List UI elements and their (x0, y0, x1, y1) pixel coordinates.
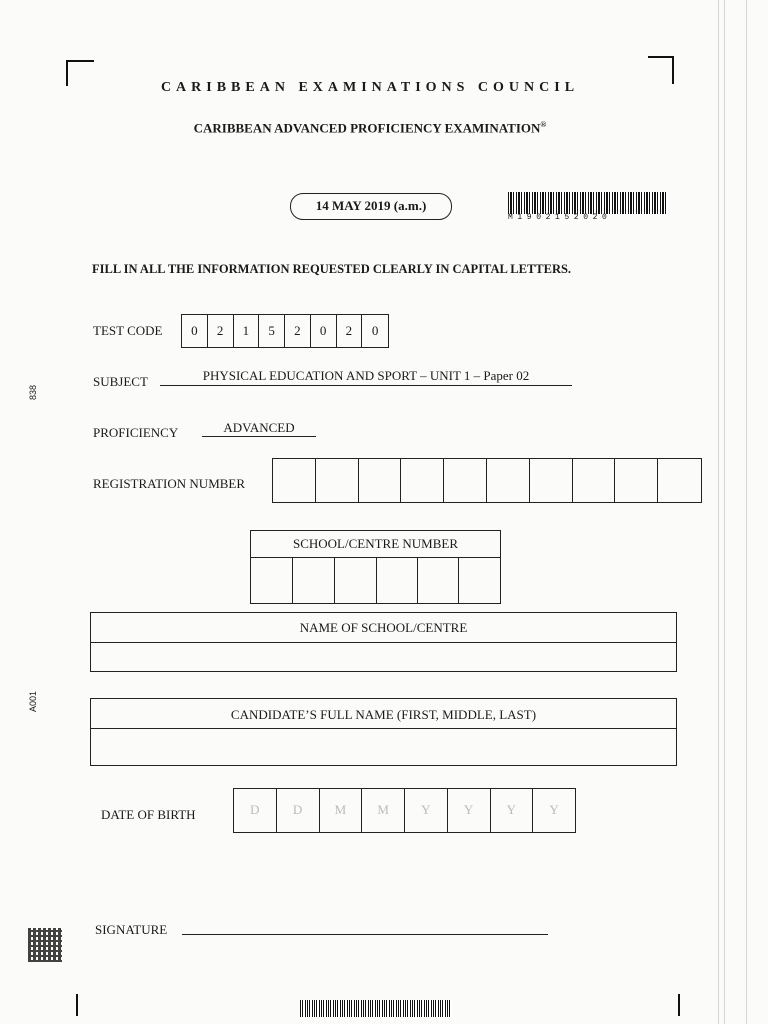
test-code-label: TEST CODE (93, 323, 163, 338)
registration-number-cell[interactable] (316, 459, 359, 502)
date-of-birth-label: DATE OF BIRTH (101, 807, 196, 822)
registration-number-cell[interactable] (359, 459, 402, 502)
school-centre-number-cells (251, 558, 500, 603)
qr-code-icon (28, 928, 62, 962)
dob-cell[interactable]: D (234, 789, 277, 832)
test-code-digit: 2 (208, 315, 234, 347)
test-code-digit: 0 (371, 323, 379, 338)
subject-label: SUBJECT (93, 374, 148, 389)
registration-number-cell[interactable] (573, 459, 616, 502)
school-centre-number-cell[interactable] (251, 558, 293, 603)
test-code-digit: 2 (285, 315, 311, 347)
dob-cell[interactable]: Y (448, 789, 491, 832)
margin-code-bottom: A001 (28, 690, 38, 712)
registration-number-cell[interactable] (530, 459, 573, 502)
corner-mark-bottom-right (678, 994, 680, 1016)
barcode-icon (508, 192, 668, 214)
dob-cell[interactable]: M (320, 789, 363, 832)
school-name-input[interactable] (91, 643, 676, 671)
school-centre-number-cell[interactable] (418, 558, 459, 603)
dob-cell[interactable]: D (277, 789, 320, 832)
registration-number-cell[interactable] (615, 459, 658, 502)
page-edge-line (718, 0, 719, 1024)
dob-cell[interactable]: M (362, 789, 405, 832)
registration-number-cell[interactable] (487, 459, 530, 502)
dob-cell[interactable]: Y (405, 789, 448, 832)
school-centre-number-box (250, 530, 501, 604)
subject-field[interactable]: PHYSICAL EDUCATION AND SPORT – UNIT 1 – Paper 02 (160, 368, 572, 386)
registered-mark: ® (540, 120, 547, 129)
candidate-name-label: CANDIDATE’S FULL NAME (FIRST, MIDDLE, LAST) (91, 699, 676, 729)
test-code-boxes (181, 314, 389, 348)
date-of-birth-boxes (233, 788, 576, 833)
test-code-digit: 0 (182, 315, 208, 347)
school-centre-number-cell[interactable] (459, 558, 499, 603)
instructions: FILL IN ALL THE INFORMATION REQUESTED CLEARLY IN CAPITAL LETTERS. (92, 262, 572, 276)
school-centre-number-label: SCHOOL/CENTRE NUMBER (251, 531, 500, 558)
school-name-label: NAME OF SCHOOL/CENTRE (91, 613, 676, 643)
school-name-box (90, 612, 677, 672)
registration-number-cell[interactable] (444, 459, 487, 502)
exam-date: 14 MAY 2019 (a.m.) (290, 193, 452, 220)
exam-title (0, 120, 740, 136)
test-code-digit: 0 (311, 315, 337, 347)
candidate-name-box (90, 698, 677, 766)
barcode-icon (300, 1000, 452, 1017)
corner-mark-bottom-left (76, 994, 78, 1016)
council-title: CARIBBEAN EXAMINATIONS COUNCIL (160, 80, 580, 95)
barcode-number: M1902152020 (508, 213, 612, 222)
dob-cell[interactable]: Y (549, 802, 559, 817)
registration-number-cell[interactable] (401, 459, 444, 502)
signature-field[interactable] (182, 918, 548, 935)
school-centre-number-cell[interactable] (377, 558, 418, 603)
proficiency-field[interactable]: ADVANCED (202, 420, 316, 437)
school-centre-number-cell[interactable] (335, 558, 377, 603)
dob-cell[interactable]: Y (491, 789, 534, 832)
registration-number-boxes[interactable] (272, 458, 702, 503)
test-code-digit: 1 (234, 315, 260, 347)
test-code-digit: 5 (259, 315, 285, 347)
test-code-digit: 2 (337, 315, 363, 347)
signature-label: SIGNATURE (95, 922, 168, 937)
registration-number-cell[interactable] (658, 459, 701, 502)
proficiency-label: PROFICIENCY (93, 425, 179, 440)
registration-number-cell[interactable] (273, 459, 316, 502)
candidate-name-input[interactable] (91, 729, 676, 765)
page-edge-line (746, 0, 747, 1024)
registration-number-label: REGISTRATION NUMBER (93, 476, 246, 491)
school-centre-number-cell[interactable] (293, 558, 335, 603)
margin-code-top: 838 (28, 384, 38, 400)
exam-title-text: CARIBBEAN ADVANCED PROFICIENCY EXAMINATION (193, 120, 541, 136)
page-edge-line (724, 0, 725, 1024)
